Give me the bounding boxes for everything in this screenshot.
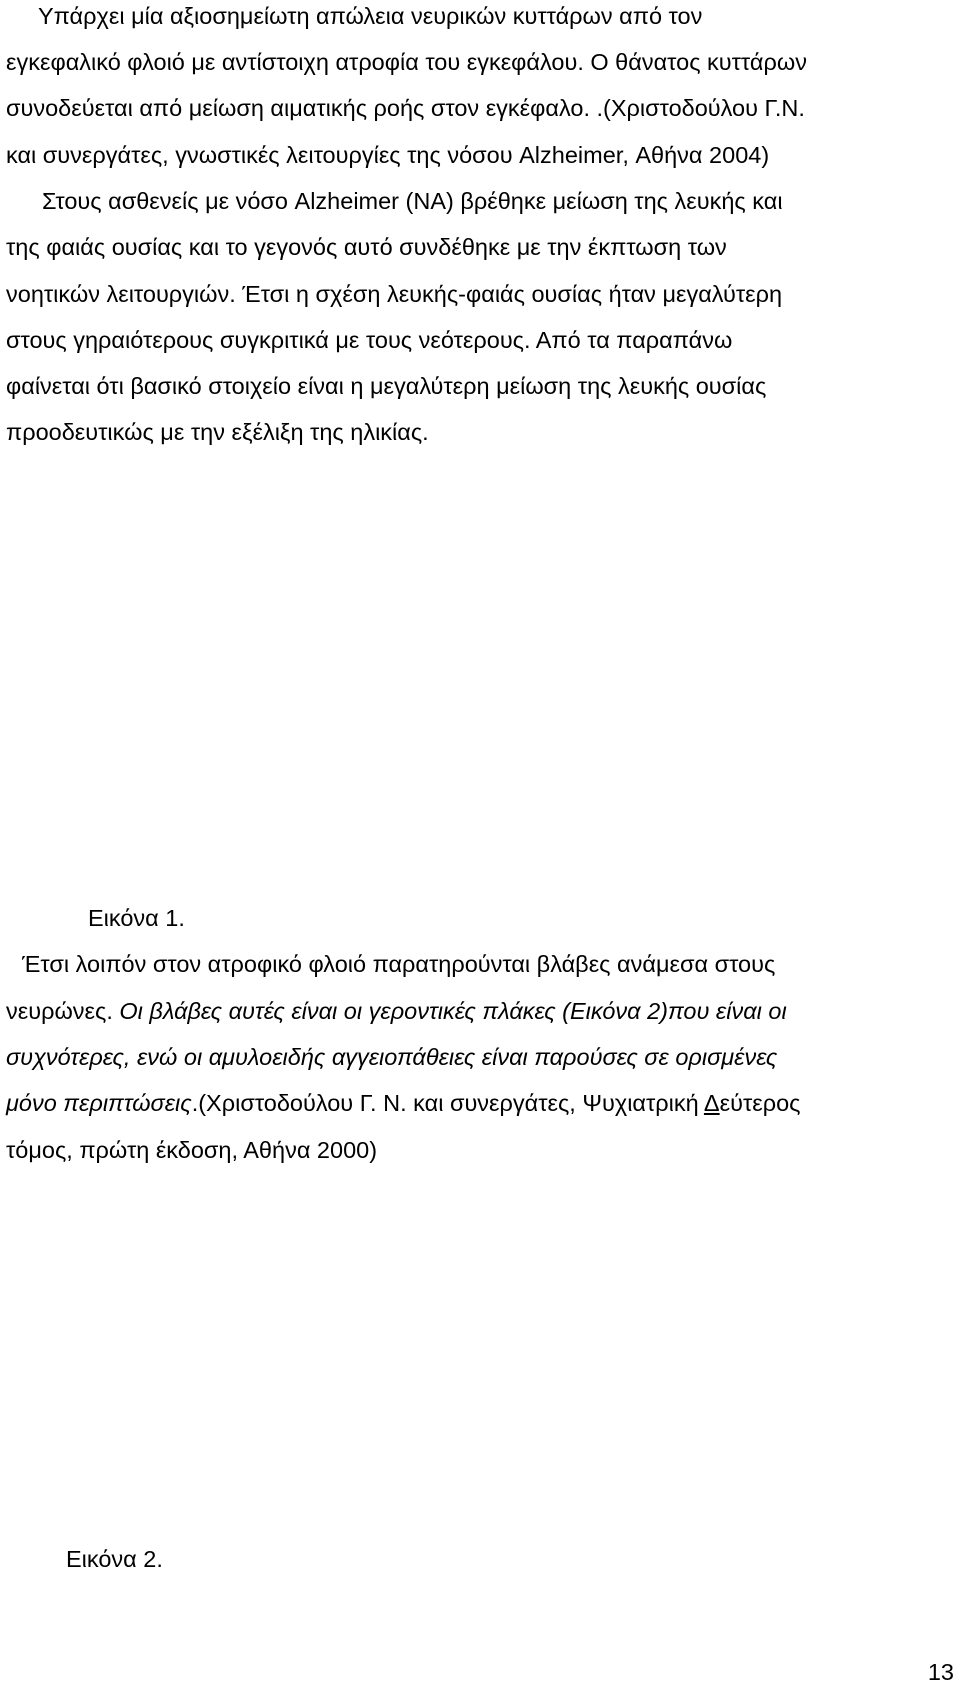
paragraph-3-line-3: συχνότερες, ενώ οι αμυλοειδής αγγειοπάθειες είναι παρούσες σε ορισμένες xyxy=(6,1044,778,1070)
figure-2-caption: Εικόνα 2. xyxy=(66,1546,163,1572)
paragraph-3-line-4-underlined: Δ xyxy=(703,1090,720,1116)
paragraph-2-line-4: στους γηραιότερους συγκριτικά με τους νεότερους. Από τα παραπάνω xyxy=(6,327,733,353)
paragraph-2-line-3: νοητικών λειτουργιών. Έτσι η σχέση λευκής-φαιάς ουσίας ήταν μεγαλύτερη xyxy=(6,281,783,307)
paragraph-3-line-2 xyxy=(6,997,787,1025)
paragraph-3-line-4-italic: μόνο περιπτώσεις xyxy=(6,1090,192,1116)
paragraph-3-line-2-italic: Οι βλάβες αυτές είναι οι γεροντικές πλάκες (Εικόνα 2)που είναι οι xyxy=(119,998,787,1024)
paragraph-2-line-6: προοδευτικώς με την εξέλιξη της ηλικίας. xyxy=(6,419,429,445)
paragraph-2-line-1: Στους ασθενείς με νόσο Alzheimer (NA) βρέθηκε μείωση της λευκής και xyxy=(42,188,783,214)
figure-1-caption: Εικόνα 1. xyxy=(88,905,185,931)
paragraph-2-line-2: της φαιάς ουσίας και το γεγονός αυτό συνδέθηκε με την έκπτωση των xyxy=(6,234,727,260)
paragraph-2-line-5: φαίνεται ότι βασικό στοιχείο είναι η μεγαλύτερη μείωση της λευκής ουσίας xyxy=(6,373,767,399)
paragraph-3-line-2-plain: νευρώνες. xyxy=(6,998,120,1024)
page-number: 13 xyxy=(927,1659,954,1685)
paragraph-1-line-3: συνοδεύεται από μείωση αιματικής ροής στον εγκέφαλο. .(Χριστοδούλου Γ.Ν. xyxy=(6,95,805,121)
paragraph-1-line-4: και συνεργάτες, γνωστικές λειτουργίες της νόσου Alzheimer, Αθήνα 2004) xyxy=(6,142,770,168)
paragraph-3-line-5: τόμος, πρώτη έκδοση, Αθήνα 2000) xyxy=(6,1137,378,1163)
paragraph-1-line-1: Υπάρχει μία αξιοσημείωτη απώλεια νευρικών κυττάρων από τον xyxy=(38,3,703,29)
paragraph-1-line-2: εγκεφαλικό φλοιό με αντίστοιχη ατροφία του εγκεφάλου. Ο θάνατος κυττάρων xyxy=(6,49,807,75)
paragraph-3-line-1: Έτσι λοιπόν στον ατροφικό φλοιό παρατηρούνται βλάβες ανάμεσα στους xyxy=(22,951,776,977)
paragraph-3-line-4-end: εύτερος xyxy=(719,1090,801,1116)
paragraph-3-line-4-plain: .(Χριστοδούλου Γ. Ν. και συνεργάτες, Ψυχιατρική xyxy=(191,1090,704,1116)
paragraph-3-line-4 xyxy=(6,1089,800,1117)
